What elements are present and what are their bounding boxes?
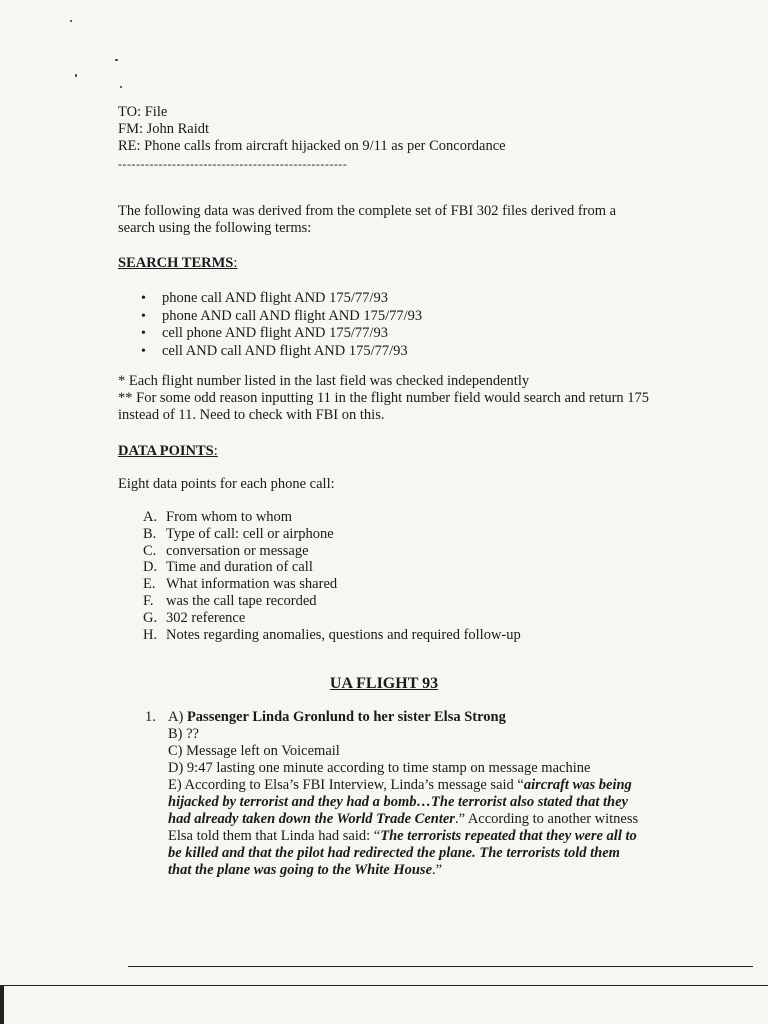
search-notes xyxy=(118,373,658,424)
scan-speck xyxy=(70,20,72,22)
data-point-letter: B. xyxy=(143,525,157,542)
call-entry xyxy=(145,709,645,879)
data-point-letter: D. xyxy=(143,559,158,576)
data-point-text: Notes regarding anomalies, questions and required follow-up xyxy=(166,626,521,643)
entry-a-text: Passenger Linda Gronlund to her sister Elsa Strong xyxy=(186,709,506,725)
data-point-text: From whom to whom xyxy=(166,509,293,525)
data-point-text: was the call tape recorded xyxy=(166,592,317,609)
data-point-item xyxy=(143,593,521,610)
note-2: ** For some odd reason inputting 11 in the flight number field would search and return 175 instead of 11. Need to check with FBI on this. xyxy=(118,390,650,423)
entry-e-quote-2: The terrorists repeated that they were all to be killed and that the pilot had redirected the plane. The terrorists told them that the plane was going to the White House xyxy=(168,828,637,878)
search-terms-colon: : xyxy=(233,255,238,271)
search-terms-heading-text: SEARCH TERMS xyxy=(118,255,234,271)
entry-d: D) 9:47 lasting one minute according to time stamp on message machine xyxy=(168,760,591,776)
data-point-letter: E. xyxy=(143,576,156,593)
intro-paragraph: The following data was derived from the complete set of FBI 302 files derived from a search using the following terms: xyxy=(118,203,617,236)
data-point-letter: H. xyxy=(143,626,158,643)
entry-a xyxy=(168,709,645,726)
data-point-item xyxy=(143,610,521,627)
entry-e-text-3: .” xyxy=(432,862,443,878)
search-terms-heading xyxy=(118,255,237,272)
scan-edge xyxy=(0,985,4,1024)
scan-speck xyxy=(115,59,118,61)
data-points-heading xyxy=(118,443,218,460)
scan-line xyxy=(128,966,753,967)
entry-number: 1. xyxy=(145,709,156,725)
data-points-lead: Eight data points for each phone call: xyxy=(118,476,335,492)
data-point-letter: F. xyxy=(143,592,154,609)
data-points-heading-text: DATA POINTS xyxy=(118,443,214,459)
search-term-item: • phone AND call AND flight AND 175/77/93 xyxy=(140,308,422,326)
data-point-text: Time and duration of call xyxy=(166,559,313,576)
data-point-item xyxy=(143,543,521,560)
data-point-item xyxy=(143,509,521,526)
data-point-item xyxy=(143,559,521,576)
entry-e-quote-1: aircraft was being hijacked by terrorist and they had a bomb…The terrorist also stated that they had already taken down the World Trade Center xyxy=(168,777,632,827)
scan-speck xyxy=(75,74,77,77)
memo-to: TO: File xyxy=(118,104,168,120)
scan-line xyxy=(0,985,768,986)
memo-separator: --------------------------------------------------- xyxy=(118,157,348,171)
data-points-colon: : xyxy=(213,443,218,459)
data-point-item xyxy=(143,627,521,644)
entry-e-text-1: E) According to Elsa’s FBI Interview, Linda’s message said “ xyxy=(168,777,524,793)
search-term-item: • phone call AND flight AND 175/77/93 xyxy=(140,290,422,308)
data-point-item xyxy=(143,576,521,593)
memo-from: FM: John Raidt xyxy=(118,121,210,137)
data-point-text: Type of call: cell or airphone xyxy=(166,525,334,542)
data-point-letter: A. xyxy=(143,509,158,525)
entry-body xyxy=(168,709,645,879)
entry-e-text-2: .” According to another witness Elsa told them that Linda had said: “ xyxy=(168,811,639,844)
entry-b: B) ?? xyxy=(168,726,199,742)
search-term-item: • cell AND call AND flight AND 175/77/93 xyxy=(140,343,422,361)
data-point-letter: G. xyxy=(143,609,158,626)
note-1: * Each flight number listed in the last field was checked independently xyxy=(118,373,530,389)
scan-speck xyxy=(120,86,122,88)
data-points-list xyxy=(143,509,521,643)
entry-c: C) Message left on Voicemail xyxy=(168,743,340,759)
data-point-item xyxy=(143,526,521,543)
data-point-text: conversation or message xyxy=(166,542,309,559)
data-point-letter: C. xyxy=(143,542,157,559)
entry-e xyxy=(168,777,645,879)
data-point-text: What information was shared xyxy=(166,576,338,593)
data-point-text: 302 reference xyxy=(166,609,246,626)
memo-subject: RE: Phone calls from aircraft hijacked on 9/11 as per Concordance xyxy=(118,138,506,154)
search-terms-list xyxy=(140,290,422,360)
entry-a-prefix: A) xyxy=(168,709,187,725)
memo-header xyxy=(118,104,506,155)
flight-title: UA FLIGHT 93 xyxy=(329,675,439,692)
search-term-item: • cell phone AND flight AND 175/77/93 xyxy=(140,325,422,343)
